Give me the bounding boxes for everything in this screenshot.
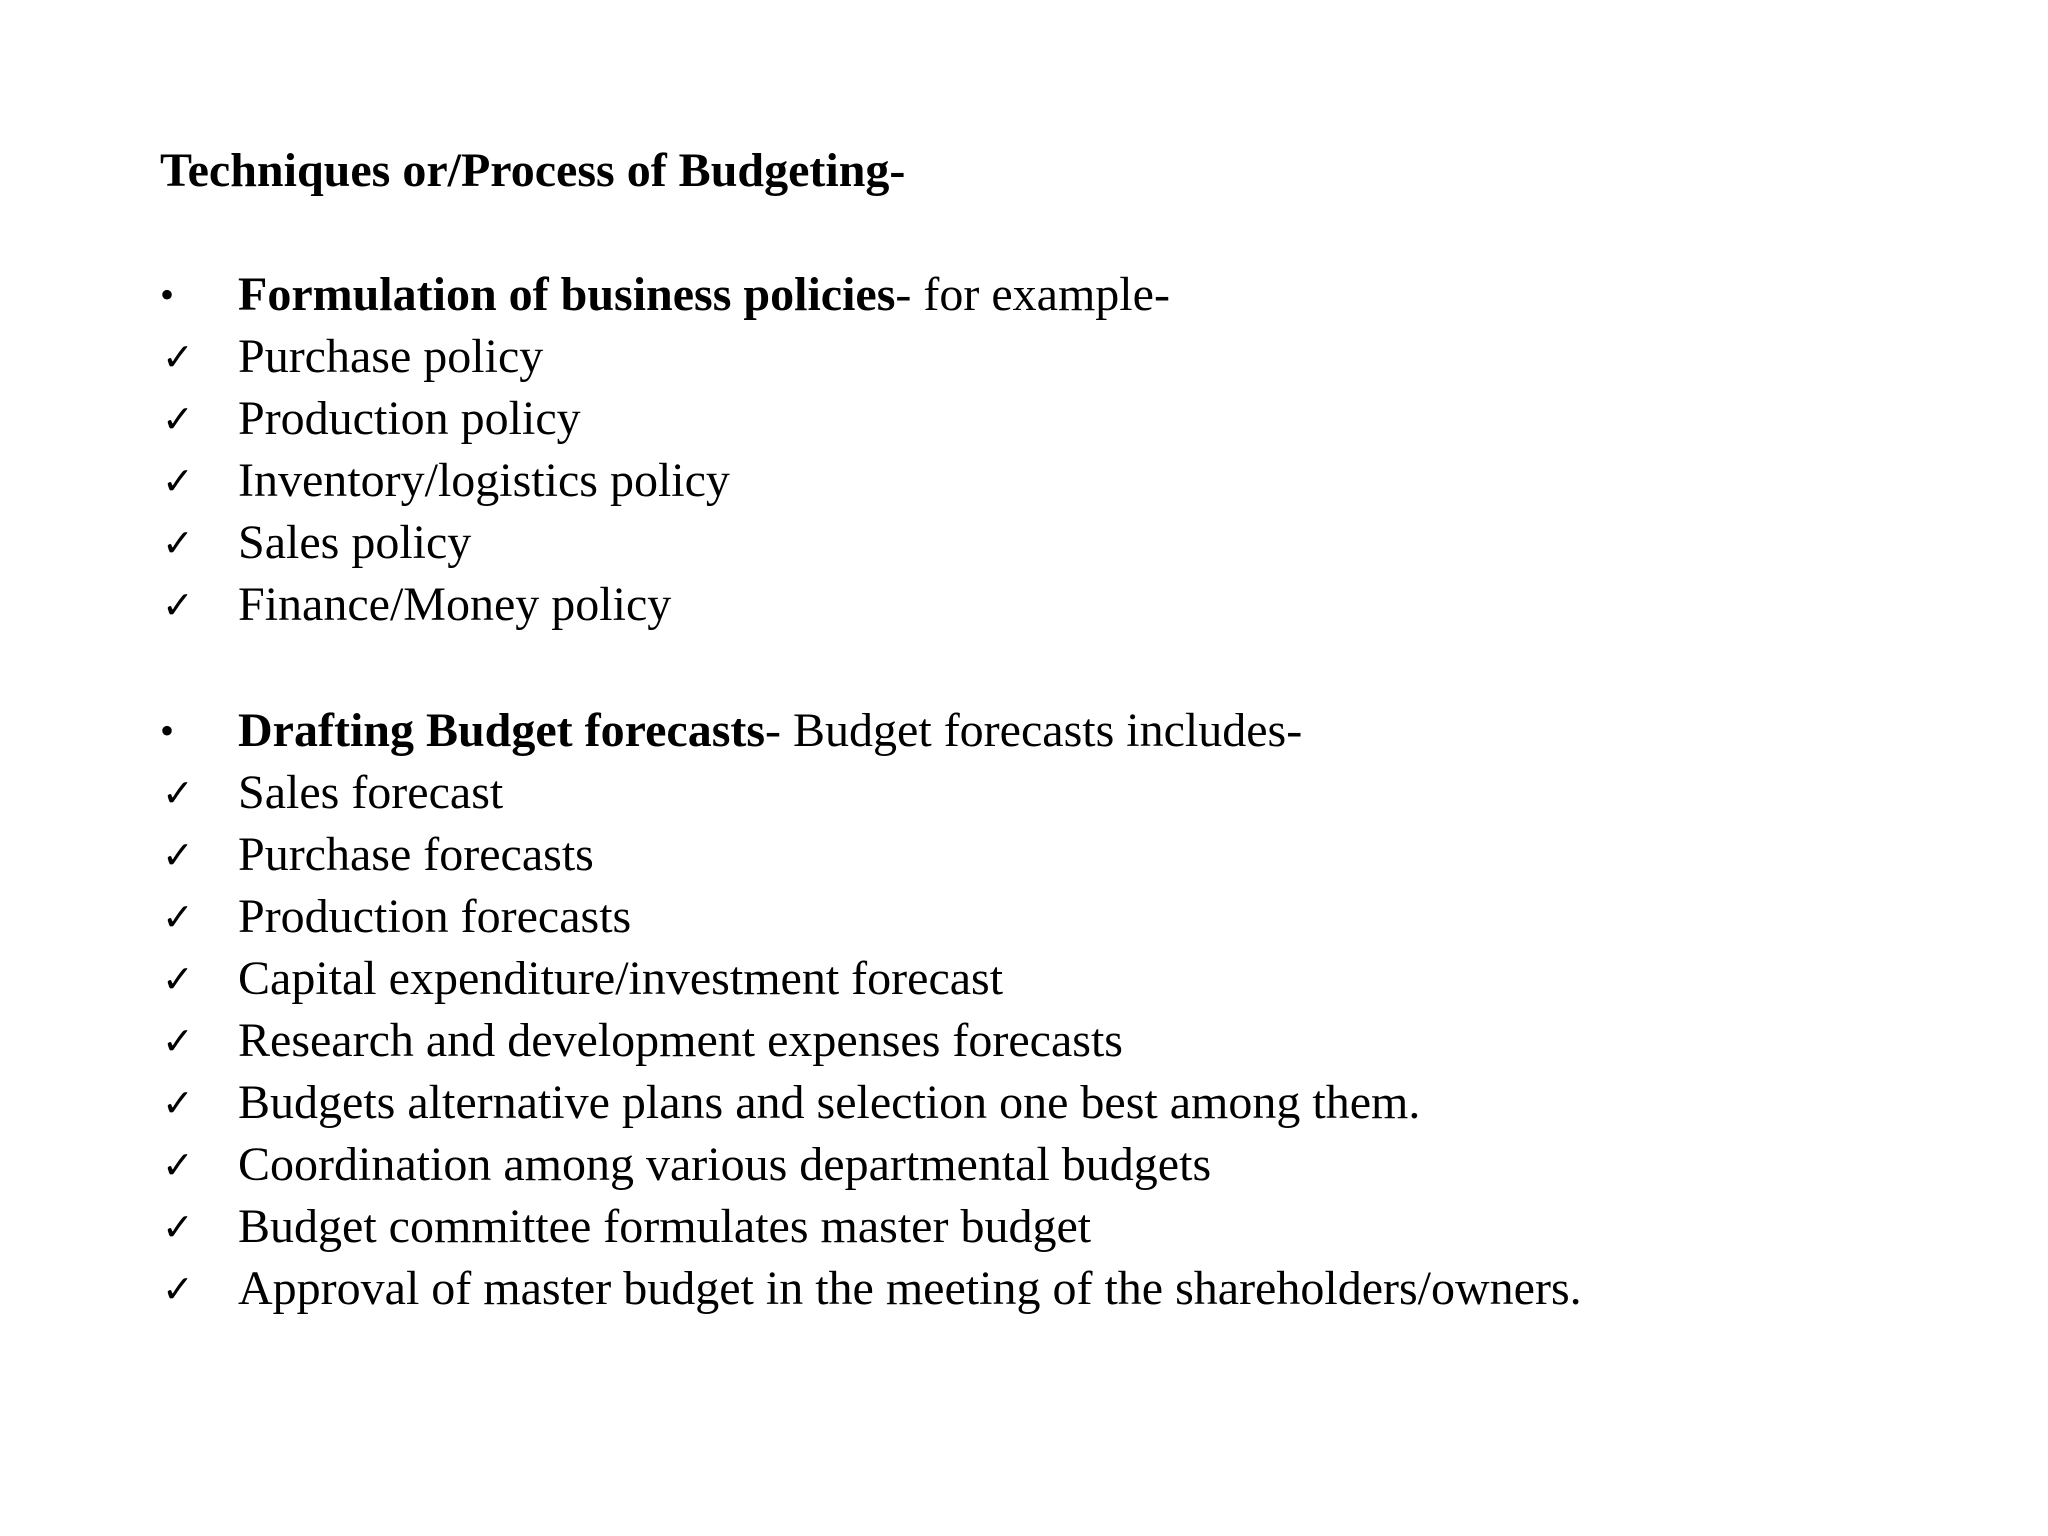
- checkmark-icon: ✓: [162, 1267, 194, 1311]
- checkmark-icon: ✓: [162, 397, 194, 441]
- list-item-text: Inventory/logistics policy: [238, 454, 730, 507]
- checkmark-icon: ✓: [162, 1081, 194, 1125]
- checkmark-icon: ✓: [162, 1143, 194, 1187]
- list-item-text: Capital expenditure/investment forecast: [238, 952, 1004, 1005]
- list-item-text: Sales forecast: [238, 766, 504, 819]
- page-title: Techniques or/Process of Budgeting-: [160, 144, 906, 197]
- section-heading-bold: Drafting Budget forecasts: [238, 704, 766, 757]
- checkmark-icon: ✓: [162, 1205, 194, 1249]
- list-item-text: Production policy: [238, 392, 581, 445]
- list-item-text: Purchase policy: [238, 330, 544, 383]
- checkmark-icon: ✓: [162, 771, 194, 815]
- list-item-text: Research and development expenses forecasts: [238, 1014, 1123, 1067]
- checkmark-icon: ✓: [162, 1019, 194, 1063]
- bullet-icon: •: [160, 272, 175, 317]
- list-item-text: Sales policy: [238, 516, 472, 569]
- section-heading-text: [238, 264, 1170, 326]
- checkmark-icon: ✓: [162, 957, 194, 1001]
- list-item-text: Production forecasts: [238, 890, 632, 943]
- list-item-text: Budgets alternative plans and selection one best among them.: [238, 1076, 1421, 1129]
- list-item-text: Coordination among various departmental budgets: [238, 1138, 1212, 1191]
- checkmark-icon: ✓: [162, 583, 194, 627]
- section-heading-text: [238, 700, 1302, 762]
- section-heading-rest: - for example-: [895, 268, 1170, 321]
- checkmark-icon: ✓: [162, 459, 194, 503]
- checkmark-icon: ✓: [162, 521, 194, 565]
- checkmark-icon: ✓: [162, 833, 194, 877]
- list-item-text: Budget committee formulates master budget: [238, 1200, 1092, 1253]
- section-heading-bold: Formulation of business policies: [238, 268, 896, 321]
- list-item-text: Finance/Money policy: [238, 578, 672, 631]
- checkmark-icon: ✓: [162, 895, 194, 939]
- bullet-icon: •: [160, 708, 175, 753]
- checkmark-icon: ✓: [162, 335, 194, 379]
- list-item-text: Approval of master budget in the meeting of the shareholders/owners.: [238, 1262, 1582, 1315]
- list-item-text: Purchase forecasts: [238, 828, 594, 881]
- section-heading-rest: - Budget forecasts includes-: [765, 704, 1303, 757]
